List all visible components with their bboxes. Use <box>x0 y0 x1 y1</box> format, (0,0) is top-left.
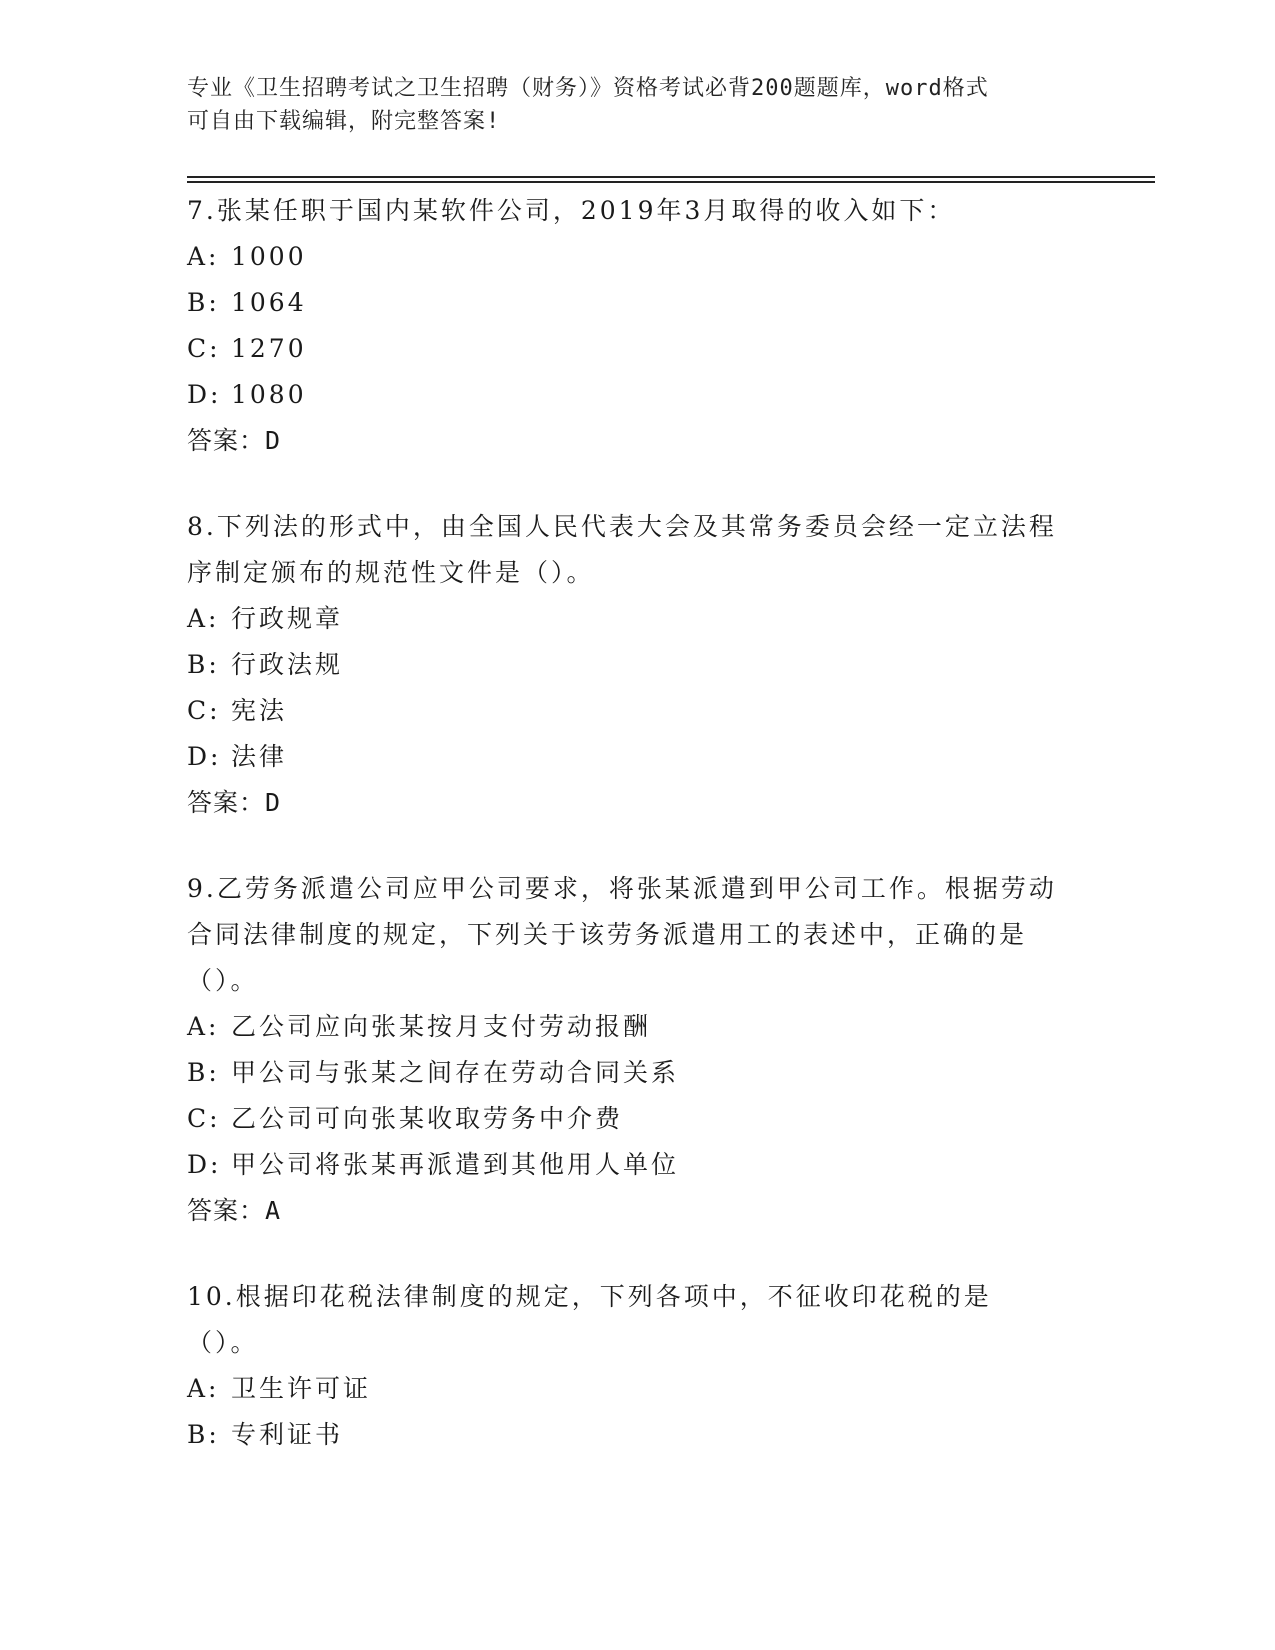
option-c <box>187 1096 1057 1142</box>
option-b <box>187 1412 1057 1458</box>
option-key: D: <box>187 1150 222 1179</box>
option-text: 宪法 <box>231 696 288 725</box>
option-text: 专利证书 <box>231 1420 344 1449</box>
header-line-2: 可自由下载编辑，附完整答案! <box>187 109 501 134</box>
option-key: A: <box>187 604 220 633</box>
option-d <box>187 734 1057 780</box>
option-a <box>187 1366 1057 1412</box>
option-text: 1270 <box>231 334 307 363</box>
option-text: 1080 <box>231 380 307 409</box>
option-key: B: <box>187 1058 220 1087</box>
option-key: C: <box>187 696 221 725</box>
option-key: A: <box>187 1374 220 1403</box>
option-key: B: <box>187 288 220 317</box>
answer: 答案：D <box>187 788 282 817</box>
question-8 <box>187 504 1057 826</box>
header-line-1: 专业《卫生招聘考试之卫生招聘（财务）》资格考试必背200题题库，word格式 <box>187 76 989 101</box>
option-key: D: <box>187 742 222 771</box>
option-text: 1000 <box>231 242 307 271</box>
option-d <box>187 1142 1057 1188</box>
option-key: B: <box>187 1420 220 1449</box>
header-divider-top <box>187 176 1155 178</box>
option-text: 甲公司将张某再派遣到其他用人单位 <box>231 1150 680 1179</box>
option-text: 乙公司应向张某按月支付劳动报酬 <box>231 1012 652 1041</box>
option-a <box>187 596 1057 642</box>
option-key: A: <box>187 242 220 271</box>
option-key: B: <box>187 650 220 679</box>
document-header <box>187 72 1067 138</box>
option-b <box>187 280 1057 326</box>
answer: 答案：A <box>187 1196 282 1225</box>
option-key: C: <box>187 334 221 363</box>
question-title: 10.根据印花税法律制度的规定，下列各项中，不征收印花税的是（）。 <box>187 1282 992 1357</box>
option-key: D: <box>187 380 222 409</box>
option-key: C: <box>187 1104 221 1133</box>
option-text: 法律 <box>231 742 288 771</box>
option-c <box>187 688 1057 734</box>
question-9 <box>187 866 1057 1234</box>
option-text: 甲公司与张某之间存在劳动合同关系 <box>231 1058 680 1087</box>
option-text: 行政规章 <box>231 604 344 633</box>
option-text: 行政法规 <box>231 650 344 679</box>
question-title: 9.乙劳务派遣公司应甲公司要求，将张某派遣到甲公司工作。根据劳动合同法律制度的规定，下列关于该劳务派遣用工的表述中，正确的是（）。 <box>187 874 1057 995</box>
question-list <box>187 188 1057 1458</box>
question-title: 7.张某任职于国内某软件公司，2019年3月取得的收入如下： <box>187 196 956 225</box>
option-c <box>187 326 1057 372</box>
question-10 <box>187 1274 1057 1458</box>
option-a <box>187 234 1057 280</box>
option-a <box>187 1004 1057 1050</box>
option-text: 卫生许可证 <box>231 1374 372 1403</box>
option-text: 1064 <box>231 288 307 317</box>
option-key: A: <box>187 1012 220 1041</box>
option-text: 乙公司可向张某收取劳务中介费 <box>231 1104 624 1133</box>
question-title: 8.下列法的形式中，由全国人民代表大会及其常务委员会经一定立法程序制定颁布的规范性文件是（）。 <box>187 512 1057 587</box>
answer: 答案：D <box>187 426 282 455</box>
header-divider-bottom <box>187 181 1155 183</box>
option-b <box>187 1050 1057 1096</box>
option-b <box>187 642 1057 688</box>
question-7 <box>187 188 1057 464</box>
option-d <box>187 372 1057 418</box>
